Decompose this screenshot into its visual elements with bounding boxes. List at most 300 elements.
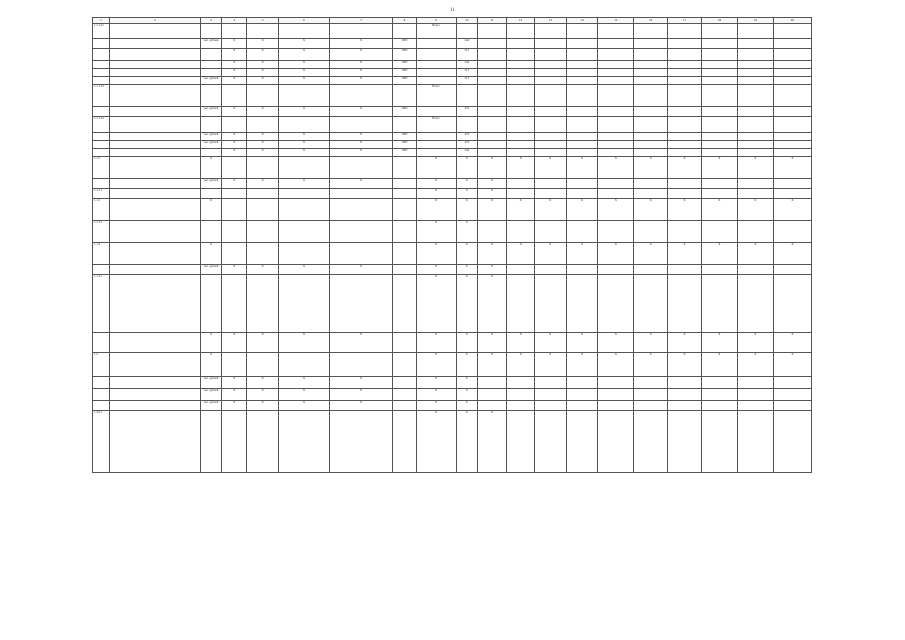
table-cell [416,68,456,76]
table-cell: Х [247,178,279,188]
table-cell: Х [247,388,279,400]
table-cell [534,400,566,410]
table-cell [507,76,534,84]
table-cell [534,60,566,68]
table-cell [668,220,702,242]
table-cell [393,352,416,376]
table-cell [566,23,598,38]
table-cell: Х [247,264,279,274]
table-cell [109,84,200,106]
table-cell: 1.1.1.21 [93,23,110,38]
table-cell [109,48,200,60]
table-cell: Х [329,388,392,400]
table-cell [329,274,392,332]
table-cell: Х [221,48,246,60]
table-cell: Х [598,156,634,178]
table-row [93,148,812,156]
table-cell [701,84,737,106]
table-cell: Х [221,132,246,140]
table-cell [668,400,702,410]
table-cell [477,38,507,48]
table-cell: 244 [456,60,477,68]
table-cell [534,68,566,76]
table-cell: Х [200,352,221,376]
table-cell [598,48,634,60]
table-cell [93,376,110,388]
table-cell: 1.2 [93,352,110,376]
table-cell: 313 [456,76,477,84]
table-cell: 244 [456,38,477,48]
table-cell [668,140,702,148]
table-cell [456,23,477,38]
table-cell [701,188,737,198]
table-cell [598,274,634,332]
table-cell: Х [416,332,456,352]
table-cell [393,220,416,242]
table-cell [221,198,246,220]
table-cell [566,116,598,132]
table-cell [279,198,330,220]
table-cell: Х [534,242,566,264]
table-cell: Х [507,198,534,220]
table-cell [634,376,668,388]
table-cell [737,148,773,156]
table-row [93,264,812,274]
table-cell [200,410,221,472]
table-cell [507,106,534,116]
table-cell: Х [329,60,392,68]
table-cell [598,38,634,48]
table-cell [701,132,737,140]
table-cell [773,376,811,388]
table-cell [109,220,200,242]
table-cell: Х [477,188,507,198]
table-cell [598,116,634,132]
table-cell [416,48,456,60]
table-cell [393,156,416,178]
table-cell [701,264,737,274]
table-cell [93,264,110,274]
table-cell: Х [668,332,702,352]
table-cell [634,148,668,156]
table-cell [200,60,221,68]
table-cell [393,400,416,410]
table-cell [221,352,246,376]
table-cell [668,23,702,38]
table-cell [737,274,773,332]
table-row [93,84,812,106]
table-cell: Всего [416,116,456,132]
table-cell [109,148,200,156]
table-cell: Х [566,242,598,264]
table-cell [737,410,773,472]
table-cell [773,388,811,400]
table-cell: Х [456,188,477,198]
column-number-cell: 3 [200,18,221,24]
table-cell [109,352,200,376]
table-cell: Х [456,242,477,264]
table-cell [477,376,507,388]
table-cell: Х [701,156,737,178]
table-cell [393,198,416,220]
table-cell: Х [279,38,330,48]
table-cell: тыс. рублей [200,400,221,410]
table-cell [598,178,634,188]
table-cell [598,23,634,38]
table-cell: Х [279,132,330,140]
table-cell [701,140,737,148]
table-row [93,132,812,140]
table-cell: Х [247,148,279,156]
table-cell [93,400,110,410]
table-row [93,140,812,148]
table-cell [247,242,279,264]
table-cell [200,84,221,106]
table-cell [279,23,330,38]
table-cell [477,388,507,400]
table-cell [507,132,534,140]
table-cell: Х [200,332,221,352]
table-cell: Х [247,140,279,148]
table-cell [279,188,330,198]
table-cell [534,48,566,60]
table-cell: Х [477,332,507,352]
table-cell [701,274,737,332]
table-cell: Х [221,400,246,410]
table-cell [93,148,110,156]
table-cell: 1.1.2.1 [93,188,110,198]
table-cell [200,116,221,132]
table-cell: 1003 [393,132,416,140]
table-cell [634,68,668,76]
table-cell: Х [598,332,634,352]
table-cell [507,220,534,242]
table-row [93,352,812,376]
table-cell: Х [773,332,811,352]
table-cell [534,140,566,148]
table-cell: Х [416,388,456,400]
table-cell: Х [329,148,392,156]
table-cell: Х [477,156,507,178]
table-cell [393,188,416,198]
table-cell [737,264,773,274]
table-cell [416,60,456,68]
table-cell [701,220,737,242]
table-cell [507,410,534,472]
table-cell [329,242,392,264]
table-cell: Х [534,332,566,352]
table-cell: Х [416,242,456,264]
table-cell [247,116,279,132]
table-cell [534,220,566,242]
table-cell [247,352,279,376]
table-cell [598,400,634,410]
table-cell [773,84,811,106]
table-cell [566,376,598,388]
table-cell: 323 [456,106,477,116]
table-cell [477,68,507,76]
table-cell [566,106,598,116]
table-row [93,188,812,198]
table-cell [668,48,702,60]
table-cell [566,48,598,60]
table-cell [737,388,773,400]
table-cell: Х [737,242,773,264]
table-cell [598,84,634,106]
table-cell: тыс. рублей [200,388,221,400]
table-cell [416,38,456,48]
table-cell: Х [634,332,668,352]
table-cell [279,274,330,332]
table-cell [634,388,668,400]
table-cell [773,76,811,84]
table-wrap [92,17,812,473]
table-cell [221,220,246,242]
table-cell: Х [279,400,330,410]
table-cell [598,410,634,472]
table-cell: 1003 [393,68,416,76]
table-cell [93,76,110,84]
table-cell: тыс. рублей [200,76,221,84]
table-cell [507,60,534,68]
table-cell [598,60,634,68]
table-cell [247,84,279,106]
table-cell [634,188,668,198]
table-cell [109,264,200,274]
table-cell [737,376,773,388]
table-cell [93,48,110,60]
table-cell: Х [247,132,279,140]
table-cell: Х [773,352,811,376]
table-cell: Х [416,376,456,388]
table-cell [668,68,702,76]
table-cell [566,400,598,410]
table-cell: Х [221,68,246,76]
column-number-cell: 1 [93,18,110,24]
table-cell [329,116,392,132]
table-cell [93,140,110,148]
table-cell [598,140,634,148]
table-cell [416,132,456,140]
table-cell [773,274,811,332]
table-cell: 323 [456,132,477,140]
table-cell [221,242,246,264]
table-cell: тыс. рублей [200,178,221,188]
table-cell: 1003 [393,38,416,48]
column-number-cell: 19 [737,18,773,24]
program-table [92,17,812,473]
table-cell: Х [329,376,392,388]
table-cell [329,198,392,220]
table-cell [634,140,668,148]
table-cell [477,148,507,156]
table-cell: Х [507,352,534,376]
table-cell [598,376,634,388]
table-cell: Х [773,242,811,264]
table-cell [634,84,668,106]
table-cell: Х [456,352,477,376]
table-cell: 313 [456,48,477,60]
table-cell: Х [456,376,477,388]
table-cell [534,148,566,156]
table-cell: Х [221,388,246,400]
table-cell: Х [416,410,456,472]
table-cell [566,140,598,148]
column-number-cell: 7 [329,18,392,24]
table-cell [668,60,702,68]
table-cell [477,400,507,410]
table-cell: Х [247,68,279,76]
table-cell: Х [279,148,330,156]
column-number-cell: 10 [456,18,477,24]
table-cell [701,376,737,388]
table-cell [329,84,392,106]
table-cell [737,178,773,188]
table-cell [534,38,566,48]
table-cell [701,106,737,116]
table-cell [221,410,246,472]
table-cell [247,410,279,472]
table-cell: Х [221,264,246,274]
table-cell [701,68,737,76]
table-row [93,274,812,332]
table-cell: 1.2.0.1 [93,410,110,472]
table-cell [773,48,811,60]
table-cell [109,376,200,388]
table-cell [566,388,598,400]
column-number-cell: 6 [279,18,330,24]
table-cell [456,84,477,106]
table-cell [393,178,416,188]
table-cell [668,76,702,84]
table-cell [598,132,634,140]
table-cell: Х [329,132,392,140]
table-cell: Х [279,68,330,76]
table-cell: Х [566,198,598,220]
table-cell [247,156,279,178]
table-cell: Х [329,38,392,48]
table-cell [109,156,200,178]
table-cell: 1003 [393,106,416,116]
table-cell [200,220,221,242]
table-cell [534,188,566,198]
table-cell [247,198,279,220]
table-cell [737,23,773,38]
table-cell [109,60,200,68]
table-cell: Х [566,352,598,376]
table-cell [221,23,246,38]
table-cell: Х [247,76,279,84]
column-number-cell: 4 [221,18,246,24]
table-cell: Х [221,148,246,156]
table-cell [329,156,392,178]
table-cell [634,106,668,116]
table-cell [416,106,456,116]
table-cell [477,76,507,84]
table-cell [393,274,416,332]
table-cell [507,68,534,76]
table-cell: Х [598,198,634,220]
table-cell: Х [200,198,221,220]
table-cell [598,68,634,76]
table-cell: Х [534,156,566,178]
table-cell: Х [737,352,773,376]
table-cell [221,188,246,198]
table-cell: Х [507,242,534,264]
table-cell [701,178,737,188]
table-cell [668,38,702,48]
table-cell: Х [329,68,392,76]
table-cell [507,116,534,132]
table-cell: 1.1.3.1 [93,220,110,242]
table-cell [634,410,668,472]
table-cell [534,274,566,332]
table-cell [477,48,507,60]
table-cell: Х [701,242,737,264]
table-cell: Х [416,220,456,242]
table-cell [247,274,279,332]
table-cell [534,116,566,132]
table-cell [737,116,773,132]
table-cell [566,178,598,188]
table-cell [773,410,811,472]
table-cell [507,178,534,188]
table-cell: тыс. рублей [200,264,221,274]
table-cell [329,410,392,472]
table-cell [701,388,737,400]
table-cell [279,220,330,242]
table-cell: Х [329,332,392,352]
table-row [93,178,812,188]
table-cell [566,148,598,156]
table-cell: 1.1.1.23 [93,84,110,106]
table-cell [634,400,668,410]
table-cell: Х [221,106,246,116]
table-cell [773,178,811,188]
table-cell [221,156,246,178]
table-cell [534,388,566,400]
table-cell [598,188,634,198]
table-cell [566,60,598,68]
table-row [93,76,812,84]
table-cell [416,76,456,84]
table-cell: Х [247,38,279,48]
table-cell [247,188,279,198]
table-cell: Х [247,400,279,410]
table-cell: Х [221,178,246,188]
table-cell: Х [701,352,737,376]
column-number-cell: 15 [598,18,634,24]
table-cell [566,68,598,76]
table-cell [200,148,221,156]
table-cell [93,106,110,116]
table-cell [109,410,200,472]
table-cell [393,376,416,388]
table-cell [221,84,246,106]
table-cell [109,388,200,400]
table-cell: 1003 [393,76,416,84]
table-cell: Х [329,106,392,116]
table-cell: 1003 [393,140,416,148]
table-cell: Х [416,352,456,376]
table-cell [773,68,811,76]
table-cell [566,188,598,198]
table-cell: Х [634,242,668,264]
table-cell [109,76,200,84]
table-row [93,68,812,76]
table-cell [93,132,110,140]
table-cell: Х [221,76,246,84]
